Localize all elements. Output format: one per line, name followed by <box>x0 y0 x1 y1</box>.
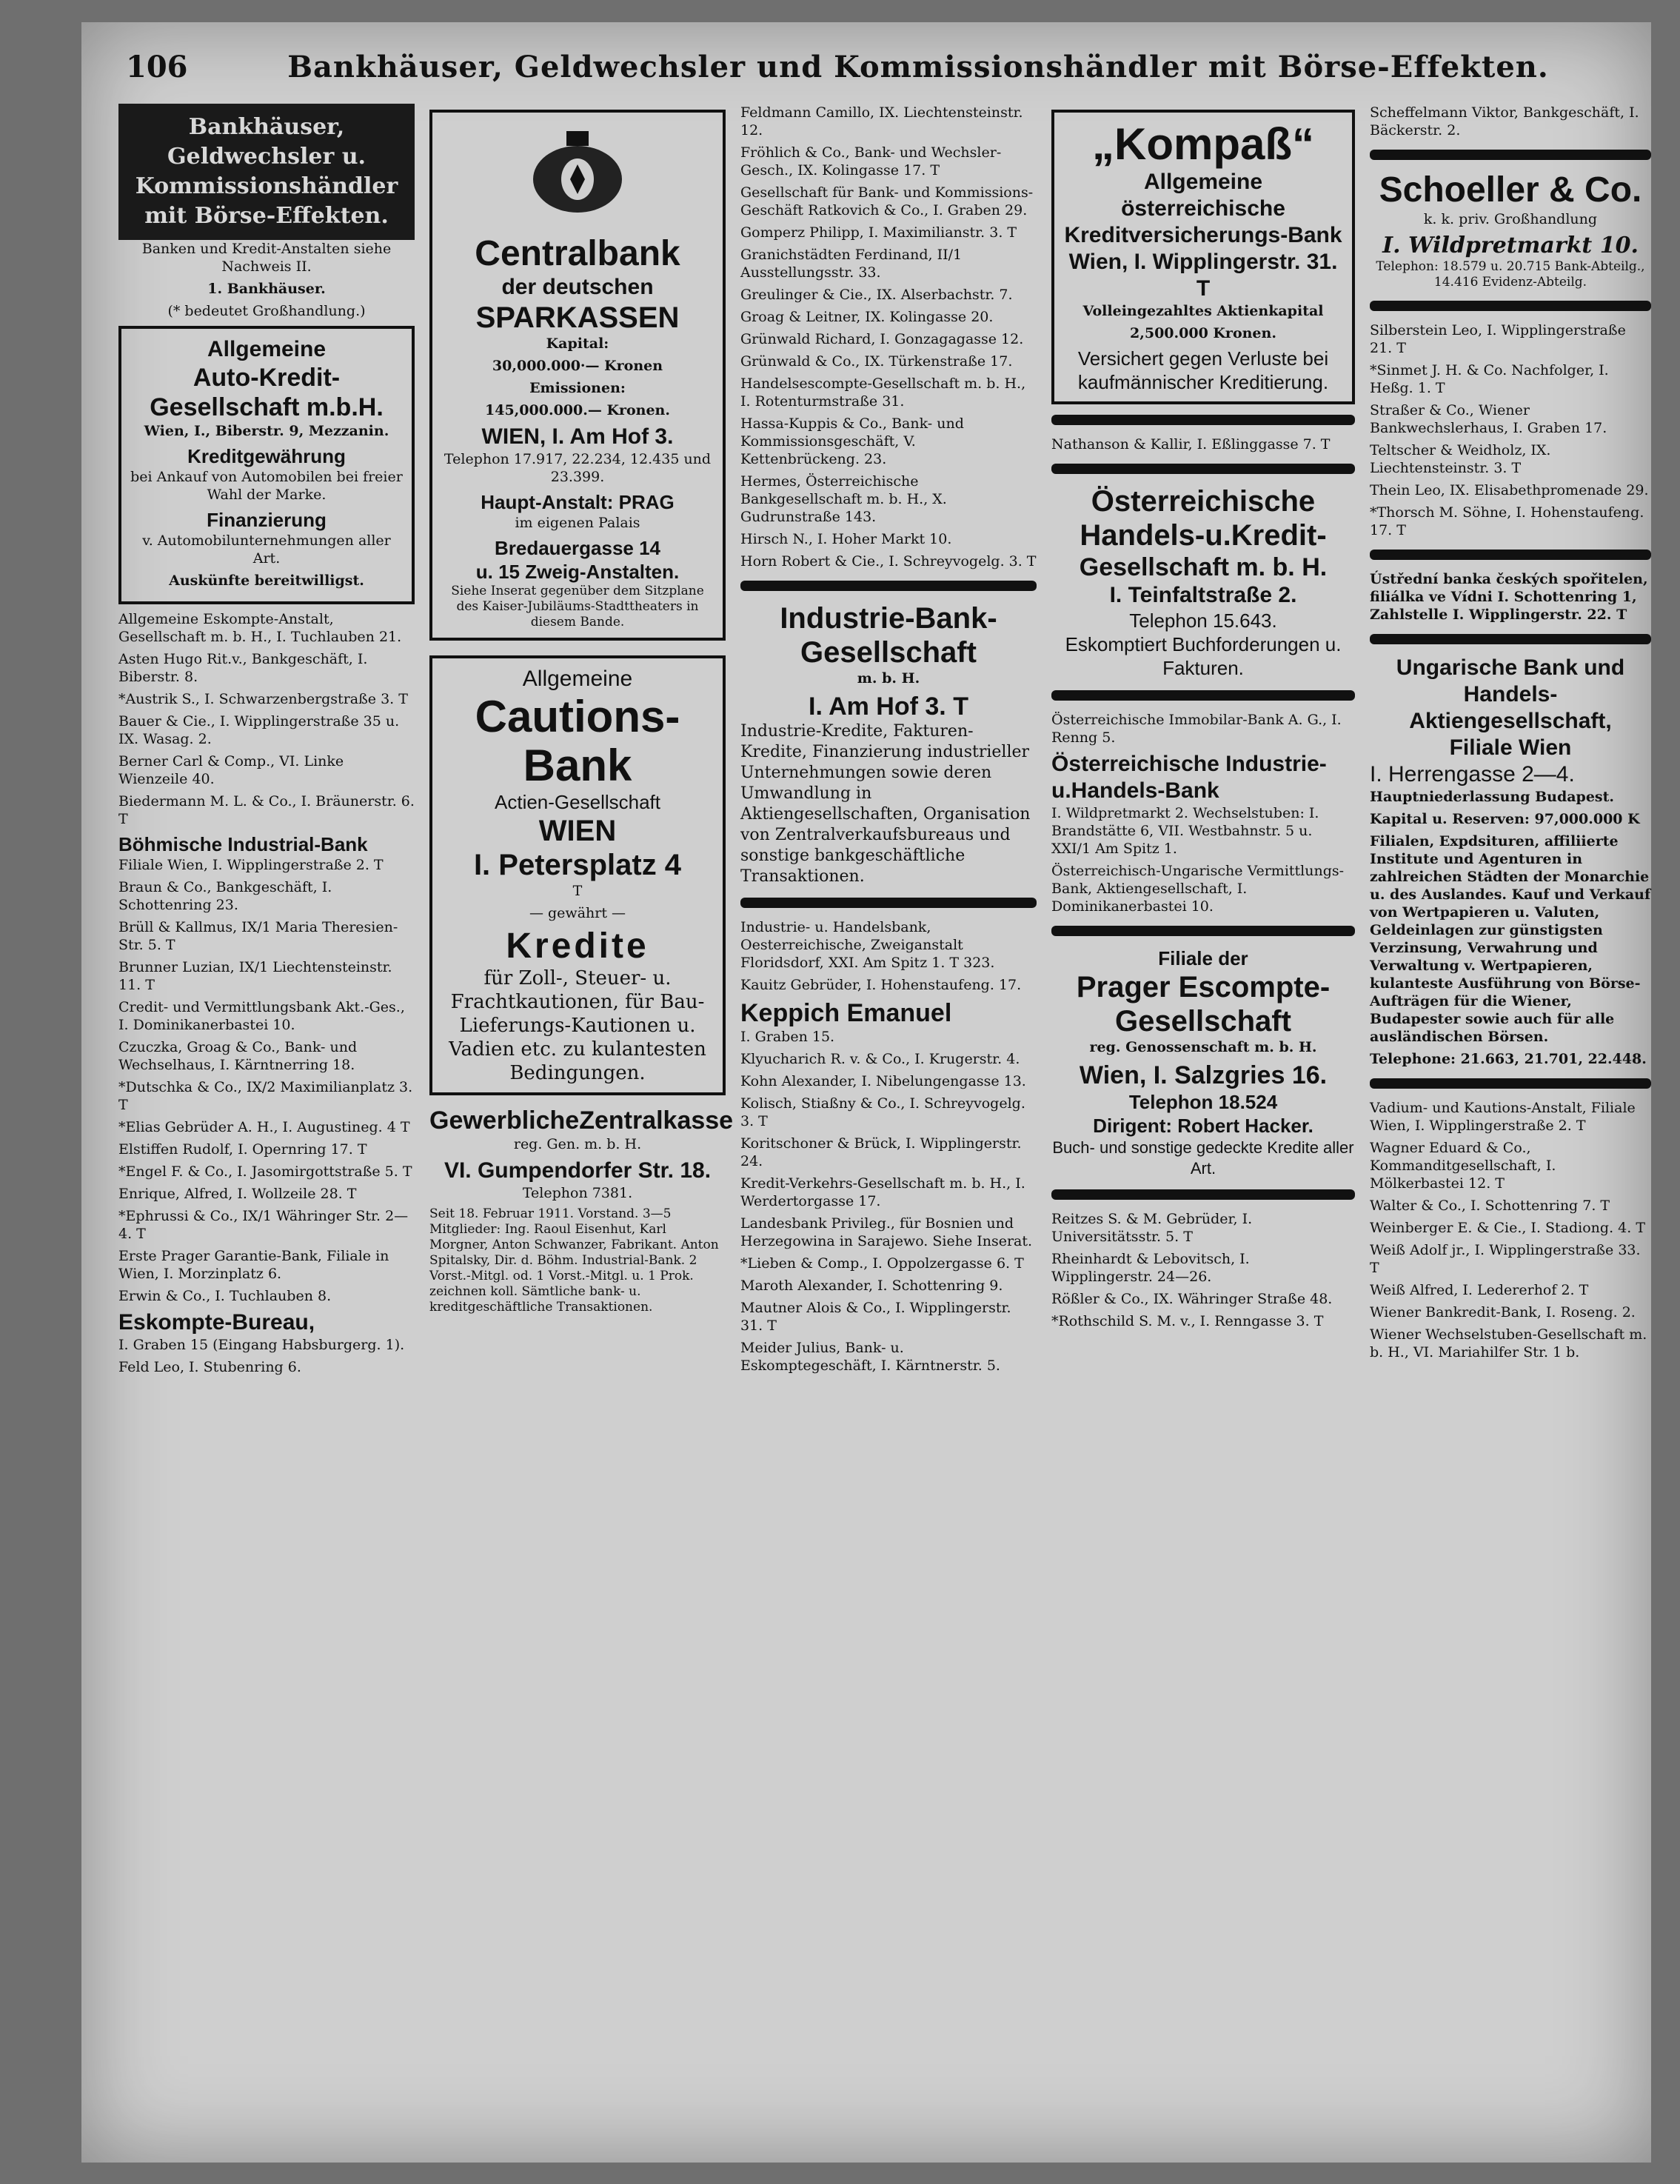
ad-line: m. b. H. <box>857 670 920 687</box>
list-item: Nathanson & Kallir, I. Eßlinggasse 7. T <box>1051 436 1331 453</box>
ad-line: Telephon: 18.579 u. 20.715 Bank-Abteilg., 14.416 Evidenz-Abteilg. <box>1376 259 1645 290</box>
ad-line: Dirigent: Robert Hacker. <box>1093 1115 1313 1137</box>
list-item: Industrie- u. Handelsbank, Oesterreichische, Zweiganstalt Floridsdorf, XXI. Am Spitz 1. T 323. <box>740 919 995 971</box>
list-item: Elstiffen Rudolf, I. Opernring 17. T <box>118 1141 367 1158</box>
list-item: Fröhlich & Co., Bank- und Wechsler-Gesch., IX. Kolingasse 17. T <box>740 144 1002 178</box>
ad-line: für Zoll-, Steuer- u. Frachtkautionen, für Bau-Lieferungs-Kautionen u. Vadien etc. zu kulantesten Bedingungen. <box>449 967 706 1084</box>
list-item: I. Graben 15 (Eingang Habsburgerg. 1). <box>118 1337 405 1353</box>
ad-line: Emissionen: <box>529 380 626 396</box>
divider <box>1370 634 1651 644</box>
page-title: Bankhäuser, Geldwechsler und Kommissionshändler mit Börse-Effekten. <box>287 49 1549 84</box>
list-item: Hassa-Kuppis & Co., Bank- und Kommissionsgeschäft, V. Kettenbrückeng. 23. <box>740 415 964 467</box>
list-item: Horn Robert & Cie., I. Schreyvogelg. 3. T <box>740 553 1037 570</box>
ad-line: Hauptniederlassung Budapest. <box>1370 789 1615 805</box>
ad-line: I. Petersplatz 4 <box>473 849 682 881</box>
list-item: Greulinger & Cie., IX. Alserbachstr. 7. <box>740 287 1013 303</box>
list-item: Wiener Bankredit-Bank, I. Roseng. 2. <box>1370 1304 1636 1320</box>
column-3 <box>740 104 1037 1379</box>
cautions-bank-ad <box>429 655 726 1095</box>
list-item: I. Graben 15. <box>740 1029 835 1045</box>
ad-line: Kapital: <box>546 335 609 352</box>
ad-line: reg. Genossenschaft m. b. H. <box>1089 1039 1317 1055</box>
list-item: Ústřední banka českých spořitelen, filiálka ve Vídni I. Schottenring 1, Zahlstelle I. Wipplingerstr. 22. T <box>1370 571 1648 623</box>
ad-line: I. Herrengasse 2—4. <box>1370 762 1575 787</box>
ad-line: Österreichische <box>1091 485 1316 518</box>
schoeller-ad <box>1370 170 1651 290</box>
industrie-bank-ad <box>740 601 1037 887</box>
ad-line: SPARKASSEN <box>475 301 680 334</box>
list-item: Wagner Eduard & Co., Kommanditgesellschaft, I. Mölkerbastei 12. T <box>1370 1140 1556 1192</box>
ad-line: WIEN <box>538 815 617 847</box>
ad-line: Versichert gegen Verluste bei kaufmännischer Kreditierung. <box>1077 347 1329 393</box>
list-item: Gesellschaft für Bank- und Kommissions-Geschäft Ratkovich & Co., I. Graben 29. <box>740 184 1034 218</box>
list-item: Rößler & Co., IX. Währinger Straße 48. <box>1051 1291 1333 1307</box>
list-item: Teltscher & Weidholz, IX. Liechtensteinstr. 3. T <box>1370 442 1551 476</box>
list-item: *Ephrussi & Co., IX/1 Währinger Str. 2—4. T <box>118 1208 409 1242</box>
ad-line: Schoeller & Co. <box>1379 170 1642 210</box>
ad-line: Bredauergasse 14 <box>494 537 661 559</box>
ad-line: bei Ankauf von Automobilen bei freier Wahl der Marke. <box>130 469 403 503</box>
list-item: Biedermann M. L. & Co., I. Bräunerstr. 6. T <box>118 793 415 827</box>
list-item: Erwin & Co., I. Tuchlauben 8. <box>118 1288 332 1304</box>
subsection-note: (* bedeutet Großhandlung.) <box>167 303 366 319</box>
divider <box>1051 415 1355 425</box>
ad-line: — gewährt — <box>529 905 626 921</box>
list-item: Berner Carl & Comp., VI. Linke Wienzeile 40. <box>118 753 344 787</box>
list-item: Weiß Adolf jr., I. Wipplingerstraße 33. T <box>1370 1242 1641 1276</box>
list-item: Österreichische Immobilar-Bank A. G., I. Renng 5. <box>1051 712 1342 746</box>
list-item: Feld Leo, I. Stubenring 6. <box>118 1359 301 1375</box>
ad-line: Allgemeine <box>207 337 327 361</box>
divider <box>740 581 1037 591</box>
list-item: Kredit-Verkehrs-Gesellschaft m. b. H., I. Werdertorgasse 17. <box>740 1175 1025 1209</box>
list-item: Scheffelmann Viktor, Bankgeschäft, I. Bäckerstr. 2. <box>1370 104 1639 138</box>
list-item: Credit- und Vermittlungsbank Akt.-Ges., I. Dominikanerbastei 10. <box>118 999 405 1033</box>
bohmische-bank-title: Böhmische Industrial-Bank <box>118 833 368 855</box>
ad-line: I. Teinfaltstraße 2. <box>1109 583 1297 607</box>
divider <box>1370 1078 1651 1089</box>
column-5 <box>1370 104 1651 1366</box>
list-item: Asten Hugo Rit.v., Bankgeschäft, I. Biberstr. 8. <box>118 651 368 685</box>
list-item: *Dutschka & Co., IX/2 Maximilianplatz 3. T <box>118 1079 413 1113</box>
ad-line: Kapital u. Reserven: 97,000.000 K <box>1370 811 1640 827</box>
ad-line: Filialen, Expdsituren, affiliierte Institute und Agenturen in zahlreichen Städten der Monarchie u. des Auslandes. Kauf und Verkauf von Wertpapieren u. Valuten, Geldeinlagen zur günstigsten Verzinsung, Verwahrung und Verwaltung v. Wertpapieren, kulanteste Ausführung von Börse-Aufträgen für die Wiener, Budapester sowie auch für alle ausländischen Börsen. <box>1370 833 1651 1045</box>
list-item: Weiß Alfred, I. Ledererhof 2. T <box>1370 1282 1589 1298</box>
list-item: *Thorsch M. Söhne, I. Hohenstaufeng. 17. T <box>1370 504 1644 538</box>
ungarische-bank-ad <box>1370 655 1651 1068</box>
page-number: 106 <box>126 49 188 84</box>
column-2 <box>429 104 734 1315</box>
list-item: Landesbank Privileg., für Bosnien und Herzegowina in Sarajewo. Siehe Inserat. <box>740 1215 1033 1249</box>
list-item: Groag & Leitner, IX. Kolingasse 20. <box>740 309 994 325</box>
ad-line: I. Am Hof 3. T <box>809 692 968 721</box>
list-item: Klyucharich R. v. & Co., I. Krugerstr. 4. <box>740 1051 1020 1067</box>
ad-line: k. k. priv. Großhandlung <box>1423 211 1598 227</box>
list-item: *Engel F. & Co., I. Jasomirgottstraße 5. T <box>118 1163 412 1180</box>
gewerbliche-title: GewerblicheZentralkasse <box>429 1106 734 1135</box>
ad-line: Wien, I., Biberstr. 9, Mezzanin. <box>144 423 389 439</box>
list-item: Wiener Wechselstuben-Gesellschaft m. b. H., VI. Mariahilfer Str. 1 b. <box>1370 1326 1647 1360</box>
divider <box>1051 1189 1355 1200</box>
list-item: *Elias Gebrüder A. H., I. Augustineg. 4 T <box>118 1119 410 1135</box>
ad-line: Finanzierung <box>207 509 327 531</box>
ad-line: Buch- und sonstige gedeckte Kredite aller Art. <box>1052 1138 1354 1178</box>
list-item: Allgemeine Eskompte-Anstalt, Gesellschaft m. b. H., I. Tuchlauben 21. <box>118 611 402 645</box>
divider <box>1370 550 1651 560</box>
ad-line: Telephon 18.524 <box>1128 1091 1278 1113</box>
ad-line: Haupt-Anstalt: PRAG <box>481 491 675 513</box>
kompass-ad <box>1051 110 1355 404</box>
ad-line: österreichische Kreditversicherungs-Bank <box>1064 196 1342 247</box>
list-item: Filiale Wien, I. Wipplingerstraße 2. T <box>118 857 384 873</box>
column-4 <box>1051 104 1355 1335</box>
auto-kredit-ad <box>118 326 415 604</box>
list-item: Rheinhardt & Lebovitsch, I. Wipplingerstr. 24—26. <box>1051 1251 1250 1285</box>
ad-line: 30,000.000·— Kronen <box>492 358 663 374</box>
ad-line: Auto-Kredit- <box>193 364 341 392</box>
centralbank-ad <box>429 110 726 641</box>
divider <box>1370 301 1651 311</box>
list-item: Thein Leo, IX. Elisabethpromenade 29. <box>1370 482 1649 498</box>
ad-line: Siehe Inserat gegenüber dem Sitzplane des Kaiser-Jubiläums-Stadttheaters in diesem Bande. <box>451 584 704 630</box>
list-item: Erste Prager Garantie-Bank, Filiale in Wien, I. Morzinplatz 6. <box>118 1248 389 1282</box>
ad-line: u. 15 Zweig-Anstalten. <box>475 561 680 583</box>
ad-line: der deutschen <box>501 275 654 299</box>
ad-line: „Kompaß“ <box>1092 119 1314 169</box>
keppich-title: Keppich Emanuel <box>740 999 952 1027</box>
list-item: Vadium- und Kautions-Anstalt, Filiale Wien, I. Wipplingerstraße 2. T <box>1370 1100 1636 1134</box>
ad-line: Gesellschaft <box>1115 1005 1291 1038</box>
list-item: Feldmann Camillo, IX. Liechtensteinstr. 12. <box>740 104 1023 138</box>
note-banks: Banken und Kredit-Anstalten siehe Nachweis II. <box>141 241 392 275</box>
list-item: *Rothschild S. M. v., I. Renngasse 3. T <box>1051 1313 1324 1329</box>
ad-line: Telephon 7381. <box>522 1185 633 1201</box>
ad-line: im eigenen Palais <box>515 515 640 531</box>
list-item: Kolisch, Stiaßny & Co., I. Schreyvogelg. 3. T <box>740 1095 1025 1129</box>
list-item: *Austrik S., I. Schwarzenbergstraße 3. T <box>118 691 408 707</box>
ad-line: T <box>572 883 583 899</box>
subsection-heading: 1. Bankhäuser. <box>207 281 326 297</box>
ad-line: Eskomptiert Buchforderungen u. Fakturen. <box>1065 633 1342 679</box>
list-item: Brüll & Kallmus, IX/1 Maria Theresien-Str. 5. T <box>118 919 398 953</box>
list-item: Hermes, Österreichische Bankgesellschaft m. b. H., X. Gudrunstraße 143. <box>740 473 947 525</box>
oesterr-handels-kredit-ad <box>1051 484 1355 680</box>
eagle-emblem-icon <box>522 127 633 224</box>
ad-line: Seit 18. Februar 1911. Vorstand. 3—5 Mitglieder: Ing. Raoul Eisenhut, Karl Morgner, Anton Schwanzer, Fabrikant. Anton Spitalsky, Dir. d. Böhm. Industrial-Bank. 2 Vorst.-Mitgl. od. 1 Vorst.-Mitgl. u. 1 Prok. zeichnen koll. Sämtliche bank- u. kreditgeschäftliche Transaktionen. <box>429 1206 719 1315</box>
ad-line: Gesellschaft m.b.H. <box>150 393 384 421</box>
ad-line: Wien, I. Salzgries 16. <box>1079 1061 1328 1089</box>
ad-line: Kredite <box>506 926 649 966</box>
list-item: Kauitz Gebrüder, I. Hohenstaufeng. 17. <box>740 977 1022 993</box>
list-item: Meider Julius, Bank- u. Eskomptegeschäft, I. Kärntnerstr. 5. <box>740 1340 1000 1374</box>
ad-line: Filiale Wien <box>1449 735 1572 760</box>
ad-line: Ungarische Bank und <box>1396 655 1625 680</box>
ad-line: Industrie-Kredite, Fakturen-Kredite, Finanzierung industrieller Unternehmungen sowie deren Umwandlung in Aktiengesellschaften, Organisation von Zentralverkaufsbureaus und sonstige bankgeschäftliche Transaktionen. <box>740 722 1031 886</box>
list-item: Grünwald Richard, I. Gonzagagasse 12. <box>740 331 1024 347</box>
ad-line: Allgemeine <box>522 667 633 691</box>
divider <box>740 898 1037 908</box>
list-item: Weinberger E. & Cie., I. Stadiong. 4. T <box>1370 1220 1645 1236</box>
ad-line: Handels-u.Kredit- <box>1080 519 1327 552</box>
ad-line: Gesellschaft m. b. H. <box>1079 553 1328 581</box>
list-item: Bauer & Cie., I. Wipplingerstraße 35 u. IX. Wasag. 2. <box>118 713 400 747</box>
column-1 <box>118 104 415 1380</box>
list-item: Hirsch N., I. Hoher Markt 10. <box>740 531 952 547</box>
ad-line: Telephon 15.643. <box>1129 610 1277 632</box>
ad-line: 145,000.000.— Kronen. <box>485 402 670 418</box>
divider <box>1051 464 1355 474</box>
ad-line: Volleingezahltes Aktienkapital <box>1082 303 1324 319</box>
ad-line: Cautions- <box>475 692 680 741</box>
list-item: Walter & Co., I. Schottenring 7. T <box>1370 1198 1610 1214</box>
list-item: Silberstein Leo, I. Wipplingerstraße 21. T <box>1370 322 1626 356</box>
list-item: Maroth Alexander, I. Schottenring 9. <box>740 1278 1003 1294</box>
list-item: Grünwald & Co., IX. Türkenstraße 17. <box>740 353 1013 370</box>
list-item: Reitzes S. & M. Gebrüder, I. Universitätsstr. 5. T <box>1051 1211 1253 1245</box>
ad-line: reg. Gen. m. b. H. <box>513 1136 642 1152</box>
oih-title: Österreichische Industrie-u.Handels-Bank <box>1051 752 1327 803</box>
ad-line: Handels-Aktiengesellschaft, <box>1409 682 1612 733</box>
list-item: Kohn Alexander, I. Nibelungengasse 13. <box>740 1073 1026 1089</box>
ad-line: I. Wildpretmarkt 10. <box>1382 233 1639 258</box>
list-item: Handelsescompte-Gesellschaft m. b. H., I. Rotenturmstraße 31. <box>740 375 1026 410</box>
ad-line: VI. Gumpendorfer Str. 18. <box>444 1158 712 1183</box>
ad-line: Gesellschaft <box>800 636 977 669</box>
list-item: Czuczka, Groag & Co., Bank- und Wechselhaus, I. Kärntnerring 18. <box>118 1039 358 1073</box>
list-item: Enrique, Alfred, I. Wollzeile 28. T <box>118 1186 357 1202</box>
list-item: Mautner Alois & Co., I. Wipplingerstr. 31. T <box>740 1300 1011 1334</box>
ad-line: Industrie-Bank- <box>780 602 997 635</box>
list-item: Granichstädten Ferdinand, II/1 Ausstellungsstr. 33. <box>740 247 963 281</box>
ad-line: Telephone: 21.663, 21.701, 22.448. <box>1370 1051 1647 1067</box>
ad-line: Kreditgewährung <box>187 445 346 467</box>
ad-line: 2,500.000 Kronen. <box>1130 325 1276 341</box>
ad-line: Actien-Gesellschaft <box>495 791 660 813</box>
list-item: I. Wildpretmarkt 2. Wechselstuben: I. Brandstätte 6, VII. Westbahnstr. 5 u. XXI/1 Am Spitz 1. <box>1051 805 1319 857</box>
page-header <box>126 44 1607 89</box>
ad-line: Allgemeine <box>1143 170 1263 194</box>
divider <box>1370 150 1651 160</box>
list-item: Gomperz Philipp, I. Maximilianstr. 3. T <box>740 224 1017 241</box>
list-item: Österreichisch-Ungarische Vermittlungs-Bank, Aktiengesellschaft, I. Dominikanerbastei 10. <box>1051 863 1345 915</box>
ad-line: Filiale der <box>1158 947 1248 969</box>
divider <box>1051 690 1355 701</box>
ad-line: WIEN, I. Am Hof 3. <box>481 424 674 449</box>
divider <box>1051 926 1355 936</box>
ad-line: Auskünfte bereitwilligst. <box>169 572 364 589</box>
newspaper-page <box>81 22 1651 2163</box>
list-item: Koritschoner & Brück, I. Wipplingerstr. 24. <box>740 1135 1022 1169</box>
list-item: Straßer & Co., Wiener Bankwechslerhaus, I. Graben 17. <box>1370 402 1607 436</box>
ad-line: Telephon 17.917, 22.234, 12.435 und 23.399. <box>444 451 712 485</box>
list-item: Braun & Co., Bankgeschäft, I. Schottenring 23. <box>118 879 332 913</box>
ad-line: Prager Escompte- <box>1076 971 1331 1003</box>
prager-escompte-ad <box>1051 946 1355 1179</box>
ad-line: v. Automobilunternehmungen aller Art. <box>142 532 391 567</box>
list-item: *Sinmet J. H. & Co. Nachfolger, I. Heßg. 1. T <box>1370 362 1609 396</box>
eskompte-bureau-title: Eskompte-Bureau, <box>118 1310 315 1335</box>
list-item: *Lieben & Comp., I. Oppolzergasse 6. T <box>740 1255 1024 1272</box>
ad-line: Centralbank <box>475 234 680 273</box>
ad-line: Bank <box>523 741 632 790</box>
ad-line: Wien, I. Wipplingerstr. 31. T <box>1068 250 1338 301</box>
list-item: Brunner Luzian, IX/1 Liechtensteinstr. 11. T <box>118 959 392 993</box>
section-title-box: Bankhäuser, Geldwechsler u. Kommissionshändler mit Börse-Effekten. <box>118 104 415 240</box>
